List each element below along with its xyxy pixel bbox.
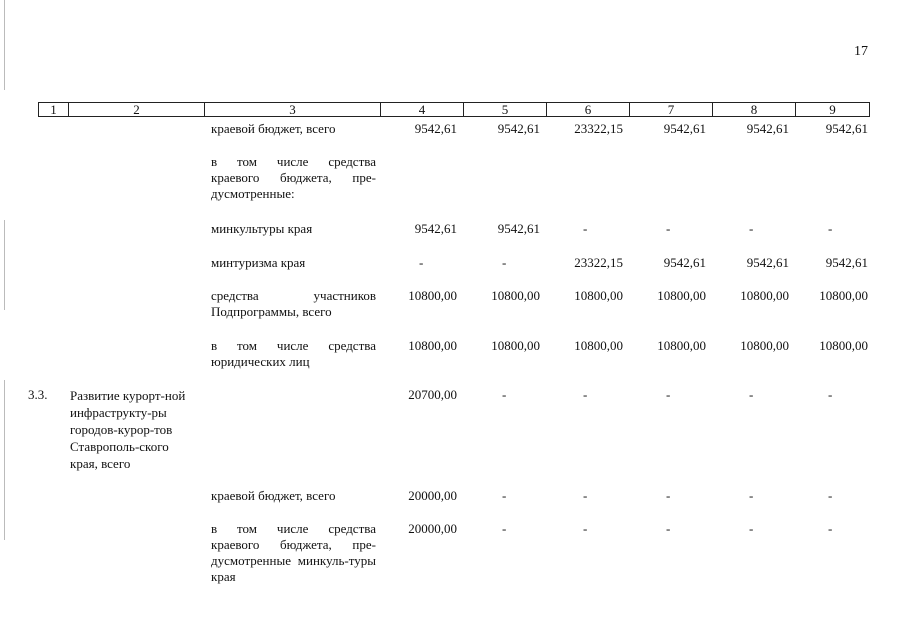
- row-value: -: [419, 255, 424, 270]
- header-col-1: 1: [39, 103, 69, 116]
- row-description: минкультуры края: [211, 221, 313, 236]
- page-number: 17: [854, 44, 868, 59]
- row-value: 10800,00: [819, 288, 868, 303]
- row-value: 9542,61: [663, 121, 706, 136]
- row-value: 10800,00: [491, 288, 540, 303]
- row-description: в том числе средства краевого бюджета, пре-дусмотренные минкуль-туры края: [211, 521, 376, 584]
- header-col-3: 3: [205, 103, 381, 116]
- row-value: 23322,15: [574, 255, 623, 270]
- row-description: краевой бюджет, всего: [211, 488, 336, 503]
- row-value: -: [583, 521, 588, 536]
- row-value: 23322,15: [574, 121, 623, 136]
- header-col-4: 4: [381, 103, 464, 116]
- row-description: в том числе средства краевого бюджета, пре-дусмотренные:: [211, 154, 376, 201]
- row-value: -: [749, 387, 754, 402]
- scan-edge-mark: [4, 220, 5, 310]
- header-col-5: 5: [464, 103, 547, 116]
- row-description: минтуризма края: [211, 255, 306, 270]
- row-value: 9542,61: [663, 255, 706, 270]
- row-value: -: [502, 387, 507, 402]
- row-value: -: [828, 521, 833, 536]
- row-value: -: [502, 521, 507, 536]
- table-header-row: [38, 102, 870, 117]
- row-value: -: [583, 387, 588, 402]
- row-value: 10800,00: [408, 338, 457, 353]
- row-value: 9542,61: [414, 121, 457, 136]
- row-value: -: [666, 221, 671, 236]
- row-value: -: [583, 488, 588, 503]
- section-number: 3.3.: [28, 387, 48, 402]
- scan-edge-mark: [4, 0, 5, 90]
- row-value: -: [583, 221, 588, 236]
- row-value: -: [502, 255, 507, 270]
- row-value: 9542,61: [497, 121, 540, 136]
- row-value: -: [666, 488, 671, 503]
- row-value: -: [828, 488, 833, 503]
- row-value: 9542,61: [497, 221, 540, 236]
- header-col-7: 7: [630, 103, 713, 116]
- row-value: 10800,00: [657, 338, 706, 353]
- row-value: 10800,00: [574, 338, 623, 353]
- header-col-9: 9: [829, 102, 836, 117]
- row-value: 10800,00: [740, 288, 789, 303]
- row-value: 9542,61: [825, 255, 868, 270]
- section-title: Развитие курорт-ной инфраструкту-ры городов-курор-тов Ставрополь-ского края, всего: [70, 388, 186, 471]
- row-value: 10800,00: [408, 288, 457, 303]
- row-value: -: [749, 521, 754, 536]
- row-value: 9542,61: [414, 221, 457, 236]
- row-value: -: [666, 521, 671, 536]
- row-value: 10800,00: [491, 338, 540, 353]
- row-value: -: [749, 221, 754, 236]
- row-value: -: [828, 221, 833, 236]
- row-value: 20000,00: [408, 521, 457, 536]
- row-value: 9542,61: [825, 121, 868, 136]
- row-value: -: [749, 488, 754, 503]
- row-value: 20700,00: [408, 387, 457, 402]
- row-description: краевой бюджет, всего: [211, 121, 336, 136]
- row-value: -: [502, 488, 507, 503]
- row-value: 10800,00: [740, 338, 789, 353]
- row-description: средства участников Подпрограммы, всего: [211, 288, 376, 319]
- header-col-8: 8: [713, 103, 796, 116]
- row-value: 10800,00: [657, 288, 706, 303]
- header-col-2: 2: [69, 103, 205, 116]
- row-value: 10800,00: [819, 338, 868, 353]
- row-value: 20000,00: [408, 488, 457, 503]
- row-value: 9542,61: [746, 255, 789, 270]
- row-value: -: [828, 387, 833, 402]
- row-value: 9542,61: [746, 121, 789, 136]
- row-value: 10800,00: [574, 288, 623, 303]
- header-col-6: 6: [547, 103, 630, 116]
- row-value: -: [666, 387, 671, 402]
- scan-edge-mark: [4, 380, 5, 540]
- row-description: в том числе средства юридических лиц: [211, 338, 376, 369]
